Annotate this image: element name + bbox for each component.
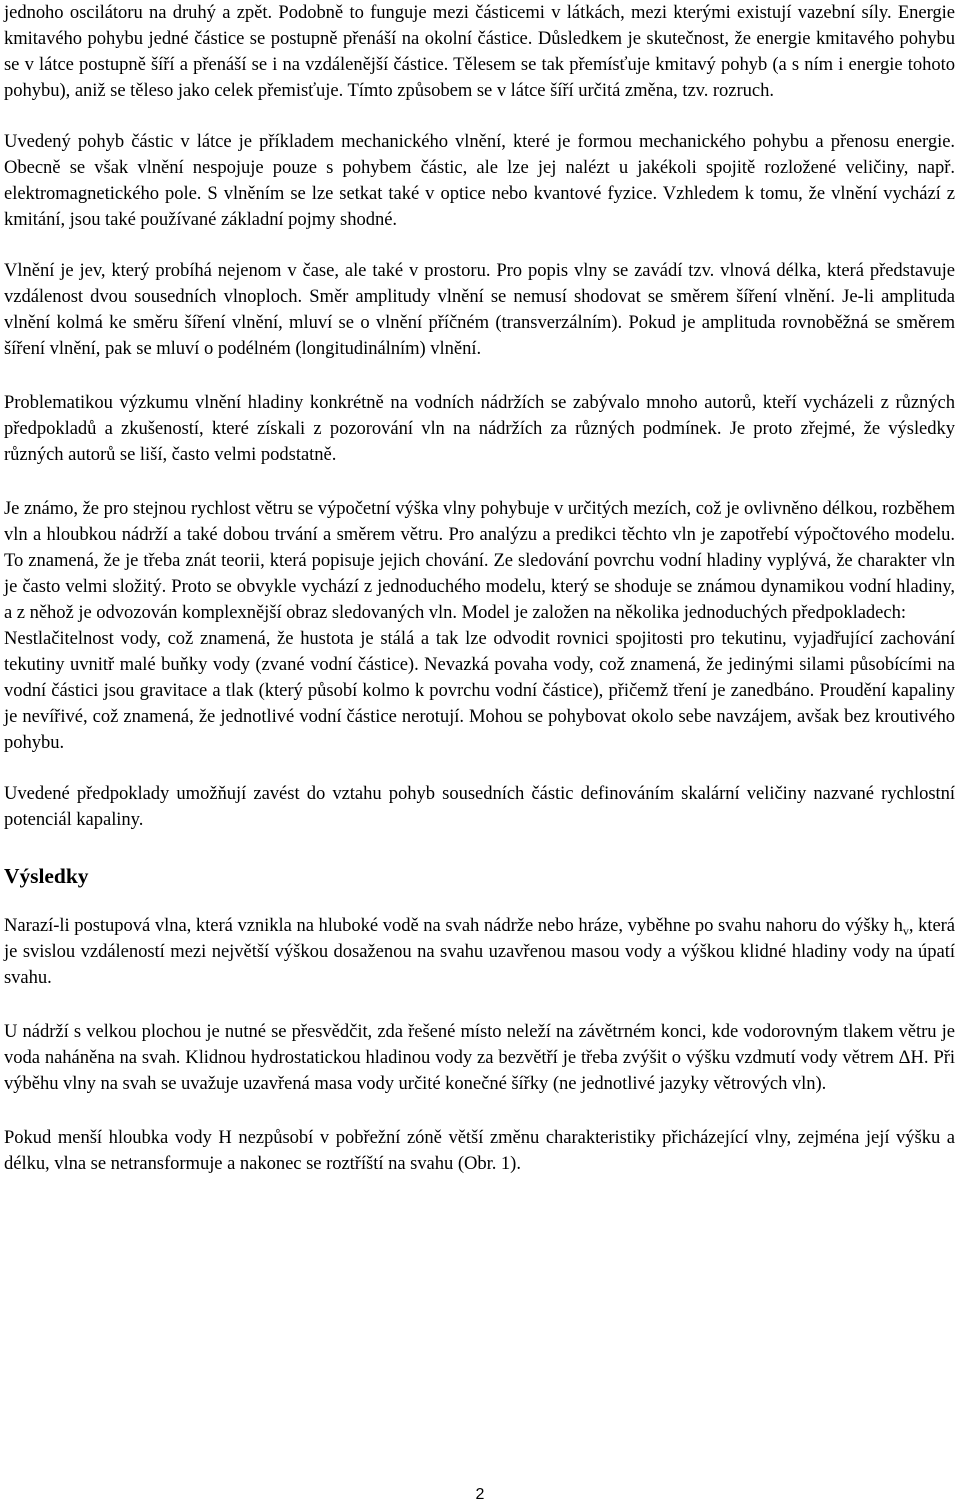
paragraph-shallow-water: Pokud menší hloubka vody H nezpůsobí v pobřežní zóně větší změnu charakteristiky přicházející vlny, zejména její výšku a délku, vlna se netransformuje a nakonec se roztříští na svahu (Obr. 1). (4, 1127, 955, 1174)
paragraph-assumptions: Nestlačitelnost vody, což znamená, že hustota je stálá a tak lze odvodit rovnici spojitosti pro tekutinu, vyjadřující zachování tekutiny uvnitř malé buňky vody (zvané vodní částice). Nevazká povaha vody, což znamená, že jedinými silami působícími na vodní částici jsou gravitace a tlak (který působí kolmo k povrchu vodní částice), přičemž tření je zanedbáno. Proudění kapaliny je nevířivé, což znamená, že jednotlivé vodní částice nerotují. Mohou se pohybovat okolo sebe navzájem, avšak bez kroutivého pohybu. (4, 628, 955, 753)
document-page (4, 0, 955, 1177)
paragraph-oscillator: jednoho oscilátoru na druhý a zpět. Podobně to funguje mezi částicemi v látkách, mezi kterými existují vazební síly. Energie kmitavého pohybu jedné částice se postupně přenáší na okolní částice. Důsledkem je skutečnost, že energie kmitavého pohybu se v látce postupně šíří a přenáší se i na vzdálenější částice. Tělesem se tak přemísťuje kmitavý pohyb (a s ním i energie tohoto pohybu), aniž se těleso jako celek přemisťuje. Tímto způsobem se v látce šíří určitá změna, tzv. rozruch. (4, 2, 955, 101)
paragraph-wave-runup (4, 913, 955, 991)
runup-text-before: Narazí-li postupová vlna, která vznikla na hluboké vodě na svah nádrže nebo hráze, vyběhne po svahu nahoru do výšky h (4, 915, 903, 936)
paragraph-potential: Uvedené předpoklady umožňují zavést do vztahu pohyb sousedních částic definováním skalární veličiny nazvané rychlostní potenciál kapaliny. (4, 783, 955, 830)
runup-text-after: , která je svislou vzdáleností mezi největší výškou dosaženou na svahu uzavřenou masou vody a výškou klidné hladiny vody na úpatí svahu. (4, 915, 956, 988)
paragraph-large-reservoirs: U nádrží s velkou plochou je nutné se přesvědčit, zda řešené místo neleží na závětrném konci, kde vodorovným tlakem větru je voda naháněna na svah. Klidnou hydrostatickou hladinou vody za bezvětří je třeba zvýšit o výšku vzdmutí vody větrem ΔH. Při výběhu vlny na svah se uvažuje uzavřená masa vody určité konečné šířky (ne jednotlivé jazyky větrových vln). (4, 1021, 955, 1094)
paragraph-mechanical-wave: Uvedený pohyb částic v látce je příkladem mechanického vlnění, které je formou mechanického pohybu a přenosu energie. Obecně se však vlnění nespojuje pouze s pohybem částic, ale lze jej nalézt u jakékoli spojitě rozložené veličiny, např. elektromagnetického pole. S vlněním se lze setkat také v optice nebo kvantové fyzice. Vzhledem k tomu, že vlnění vychází z kmitání, jsou také používané základní pojmy shodné. (4, 131, 955, 230)
paragraph-research: Problematikou výzkumu vlnění hladiny konkrétně na vodních nádržích se zabývalo mnoho autorů, kteří vycházeli z různých předpokladů a zkušeností, které získali z pozorování vln na nádržích za různých podmínek. Je proto zřejmé, že výsledky různých autorů se liší, často velmi podstatně. (4, 392, 955, 465)
section-heading-results: Výsledky (4, 864, 89, 888)
runup-subscript: v (902, 924, 909, 938)
paragraph-wind-speed: Je známo, že pro stejnou rychlost větru se výpočetní výška vlny pohybuje v určitých mezích, což je ovlivněno délkou, rozběhem vln a hloubkou nádrží a také dobou trvání a směrem větru. Pro analýzu a predikci těchto vln je zapotřebí výpočtového modelu. To znamená, že je třeba znát teorii, která popisuje jejich chování. Ze sledování povrchu vodní hladiny vyplývá, že charakter vln je často velmi složitý. Proto se obvykle vychází z jednoduchého modelu, který se shoduje se známou dynamikou vodní hladiny, a z něhož je odvozován komplexnější obraz sledovaných vln. Model je založen na několika jednoduchých předpokladech: (4, 498, 955, 623)
page-number: 2 (475, 1486, 485, 1503)
paragraph-wave-definition: Vlnění je jev, který probíhá nejenom v čase, ale také v prostoru. Pro popis vlny se zavádí tzv. vlnová délka, která představuje vzdálenost dvou sousedních vlnoploch. Směr amplitudy vlnění se nemusí shodovat se směrem šíření vlnění. Je-li amplituda vlnění kolmá ke směru šíření vlnění, mluví se o vlnění příčném (transverzálním). Pokud je amplituda rovnoběžná se směrem šíření vlnění, pak se mluví o podélném (longitudinálním) vlnění. (4, 260, 955, 359)
